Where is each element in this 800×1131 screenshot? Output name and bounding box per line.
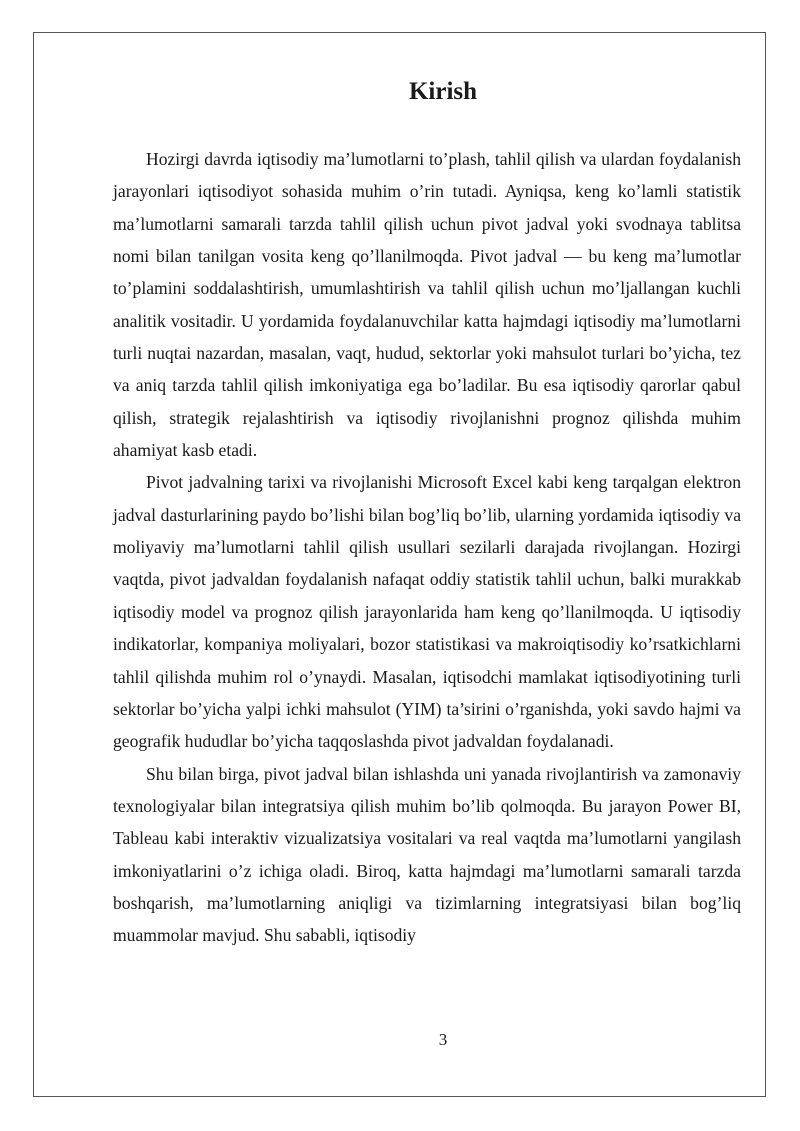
page-title: Kirish [408,78,478,105]
paragraph-intro: Hozirgi davrda iqtisodiy ma’lumotlarni to’plash, tahlil qilish va ulardan foydalanish jarayonlari iqtisodiyot sohasida muhim o’rin tutadi. Ayniqsa, keng ko’lamli statistik ma’lumotlarni samarali tarzda tahlil qilish uchun pivot jadval yoki svodnaya tablitsa nomi bilan tanilgan vosita keng qo’llanilmoqda. Pivot jadval — bu keng ma’lumotlar to’plamini soddalashtirish, umumlashtirish va tahlil qilish uchun mo’ljallangan kuchli analitik vositadir. U yordamida foydalanuvchilar katta hajmdagi iqtisodiy ma’lumotlarni turli nuqtai nazardan, masalan, vaqt, hudud, sektorlar yoki mahsulot turlari bo’yicha, tez va aniq tarzda tahlil qilish imkoniyatiga ega bo’ladilar. Bu esa iqtisodiy qarorlar qabul qilish, strategik rejalashtirish va iqtisodiy rivojlanishni prognoz qilishda muhim ahamiyat kasb etadi. [113,149,741,461]
paragraph-integration: Shu bilan birga, pivot jadval bilan ishlashda uni yanada rivojlantirish va zamonaviy texnologiyalar bilan integratsiya qilish muhim bo’lib qolmoqda. Bu jarayon Power BI, Tableau kabi interaktiv vizualizatsiya vositalari va real vaqtda ma’lumotlarni yangilash imkoniyatlarini o’z ichiga oladi. Biroq, katta hajmdagi ma’lumotlarni samarali tarzda boshqarish, ma’lumotlarning aniqligi va tizimlarning integratsiyasi bilan bog’liq muammolar mavjud. Shu sababli, iqtisodiy [113,763,741,946]
document-body [113,143,741,952]
paragraph-history: Pivot jadvalning tarixi va rivojlanishi Microsoft Excel kabi keng tarqalgan elektron jadval dasturlarining paydo bo’lishi bilan bog’liq bo’lib, ularning yordamida iqtisodiy va moliyaviy ma’lumotlarni tahlil qilish usullari sezilarli darajada rivojlangan. Hozirgi vaqtda, pivot jadvaldan foydalanish nafaqat oddiy statistik tahlil uchun, balki murakkab iqtisodiy model va prognoz qilish jarayonlarida ham keng qo’llanilmoqda. U iqtisodiy indikatorlar, kompaniya moliyalari, bozor statistikasi va makroiqtisodiy ko’rsatkichlarni tahlil qilishda muhim rol o’ynaydi. Masalan, iqtisodchi mamlakat iqtisodiyotining turli sektorlar bo’yicha yalpi ichki mahsulot (YIM) ta’sirini o’rganishda, yoki savdo hajmi va geografik hududlar bo’yicha taqqoslashda pivot jadvaldan foydalanadi. [113,472,741,752]
page-number: 3 [438,1030,448,1049]
